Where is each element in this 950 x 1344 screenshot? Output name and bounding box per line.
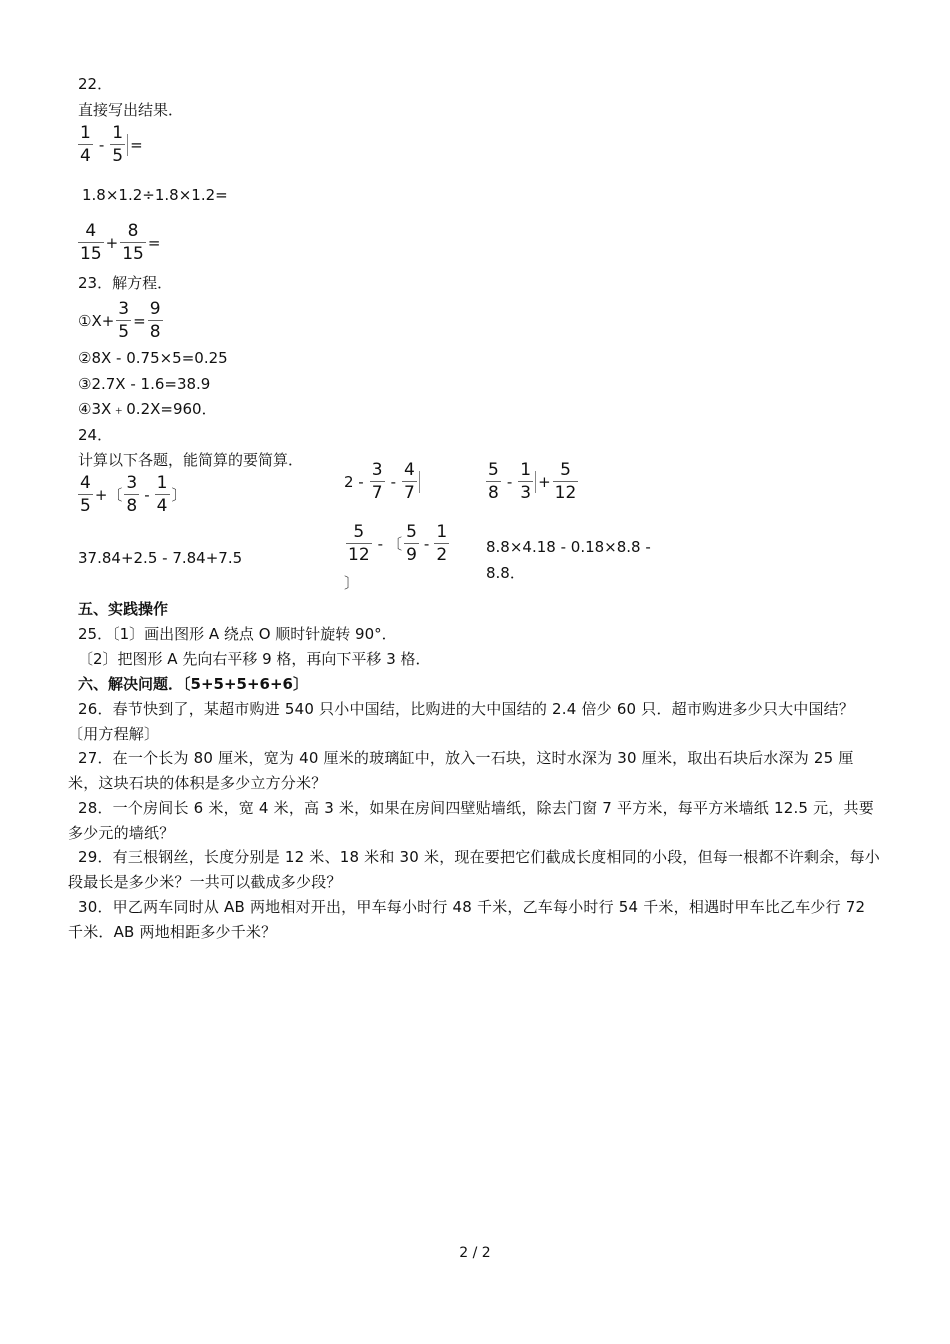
fraction <box>486 459 501 504</box>
q24-calc4: 37.84+2.5 - 7.84+7.5 <box>78 549 243 567</box>
q25-part1: 25．〔1〕画出图形 A 绕点 O 顺时针旋转 90°． <box>78 625 397 643</box>
denominator: 8 <box>126 496 138 516</box>
q24-calc2 <box>344 459 422 504</box>
q24-calc5 <box>344 521 451 566</box>
numerator: 8 <box>127 221 139 241</box>
cursor-bar <box>419 471 420 493</box>
fraction <box>116 298 131 343</box>
numerator: 1 <box>520 460 532 480</box>
numerator: 5 <box>353 522 365 542</box>
q22-number: 22． <box>78 75 113 93</box>
fraction <box>78 220 104 265</box>
fraction <box>370 459 385 504</box>
numerator: 3 <box>371 460 383 480</box>
denominator: 4 <box>156 496 168 516</box>
fraction <box>402 459 417 504</box>
numerator: 5 <box>560 460 571 480</box>
denominator: 7 <box>403 483 415 503</box>
denominator: 12 <box>554 483 577 503</box>
q22-instruction: 直接写出结果． <box>78 101 184 119</box>
equals-sign: = <box>130 135 143 154</box>
cursor-bar <box>127 134 128 156</box>
operator: + <box>538 472 551 491</box>
open-bracket: 〔 <box>107 485 123 504</box>
fraction <box>346 521 372 566</box>
cursor-bar <box>535 471 536 493</box>
numerator: 1 <box>112 123 124 143</box>
numerator: 5 <box>406 522 417 542</box>
fraction <box>518 459 533 504</box>
section5-title: 五、实践操作 <box>78 600 169 618</box>
q23-eq2: ②8X - 0.75×5=0.25 <box>78 349 228 367</box>
numerator: 4 <box>80 473 91 493</box>
q24-calc6-line2: 8.8． <box>486 564 525 582</box>
fraction <box>404 521 419 566</box>
numerator: 9 <box>149 299 161 319</box>
operator: - <box>144 485 150 504</box>
q27-text: 27．在一个长为 80 厘米，宽为 40 厘米的玻璃缸中，放入一石块，这时水深为 30 厘米，取出石块后水深为 25 厘米，这块石块的体积是多少立方分米？ <box>68 749 854 792</box>
denominator: 5 <box>118 322 130 342</box>
denominator: 9 <box>406 545 417 565</box>
fraction <box>124 472 139 517</box>
denominator: 5 <box>112 146 124 166</box>
denominator: 12 <box>348 545 370 565</box>
close-bracket: 〕 <box>171 485 187 504</box>
q30-text: 30．甲乙两车同时从 AB 两地相对开出，甲车每小时行 48 千米，乙车每小时行 54 千米，相遇时甲车比乙车少行 72 千米．AB 两地相距多少千米？ <box>68 898 866 941</box>
equals-sign: = <box>147 233 161 252</box>
denominator: 7 <box>371 483 383 503</box>
operator: - <box>98 135 105 154</box>
numerator: 4 <box>85 221 97 241</box>
q24-calc6-line1: 8.8×4.18 - 0.18×8.8 - <box>486 538 651 556</box>
q26-text: 26．春节快到了，某超市购进 540 只小中国结，比购进的大中国结的 2.4 倍少 60 只．超市购进多少只大中国结？〔用方程解〕 <box>68 700 855 743</box>
operator: - <box>377 534 384 553</box>
operator: + <box>105 233 119 252</box>
denominator: 5 <box>80 496 91 516</box>
q23-eq4: ④3X﹢0.2X=960． <box>78 400 217 418</box>
section6-title: 六、解决问题．〔5+5+5+6+6〕 <box>78 675 308 693</box>
denominator: 3 <box>520 483 532 503</box>
denominator: 15 <box>122 244 144 264</box>
page-number: 2 / 2 <box>459 1245 491 1261</box>
q24-calc5-close-bracket: 〕 <box>344 574 360 592</box>
fraction <box>155 472 170 517</box>
operator: - <box>390 472 396 491</box>
operator: + <box>94 485 108 504</box>
q29-text: 29．有三根钢丝，长度分别是 12 米、18 米和 30 米，现在要把它们截成长度相同的小段，但每一根都不许剩余，每小段最长是多少米？一共可以截成多少段？ <box>68 848 880 891</box>
q24-instruction: 计算以下各题，能简算的要简算． <box>78 451 304 469</box>
equation-prefix: ①X+ <box>78 311 115 330</box>
q22-expr2: 1.8×1.2÷1.8×1.2= <box>82 186 228 204</box>
q24-calc1 <box>76 472 187 517</box>
fraction <box>120 220 146 265</box>
fraction <box>553 459 579 504</box>
q22-expr1 <box>76 122 143 167</box>
q24-calc3 <box>484 459 580 504</box>
fraction <box>148 298 163 343</box>
fraction <box>110 122 125 167</box>
denominator: 8 <box>149 322 161 342</box>
denominator: 4 <box>80 146 91 166</box>
denominator: 2 <box>436 545 448 565</box>
numerator: 3 <box>118 299 130 319</box>
q24-number: 24． <box>78 426 113 444</box>
q23-title: 23．解方程． <box>78 274 173 292</box>
q23-eq1 <box>78 298 165 343</box>
q22-expr3 <box>76 220 160 265</box>
numerator: 4 <box>403 460 415 480</box>
expression-prefix: 2 - <box>344 472 364 491</box>
numerator: 3 <box>126 473 138 493</box>
numerator: 1 <box>156 473 168 493</box>
denominator: 15 <box>80 244 102 264</box>
equals-sign: = <box>133 311 146 330</box>
numerator: 5 <box>488 460 499 480</box>
numerator: 1 <box>436 522 448 542</box>
denominator: 8 <box>488 483 499 503</box>
fraction <box>78 122 93 167</box>
operator: - <box>506 472 513 491</box>
numerator: 1 <box>80 123 91 143</box>
operator: - <box>423 534 430 553</box>
q23-eq3: ③2.7X - 1.6=38.9 <box>78 375 211 393</box>
fraction <box>78 472 93 517</box>
open-bracket: 〔 <box>387 534 403 553</box>
q28-text: 28．一个房间长 6 米，宽 4 米，高 3 米，如果在房间四壁贴墙纸，除去门窗 7 平方米，每平方米墙纸 12.5 元，共要多少元的墙纸？ <box>68 799 874 842</box>
fraction <box>434 521 449 566</box>
q25-part2: 〔2〕把图形 A 先向右平移 9 格，再向下平移 3 格． <box>78 650 431 668</box>
